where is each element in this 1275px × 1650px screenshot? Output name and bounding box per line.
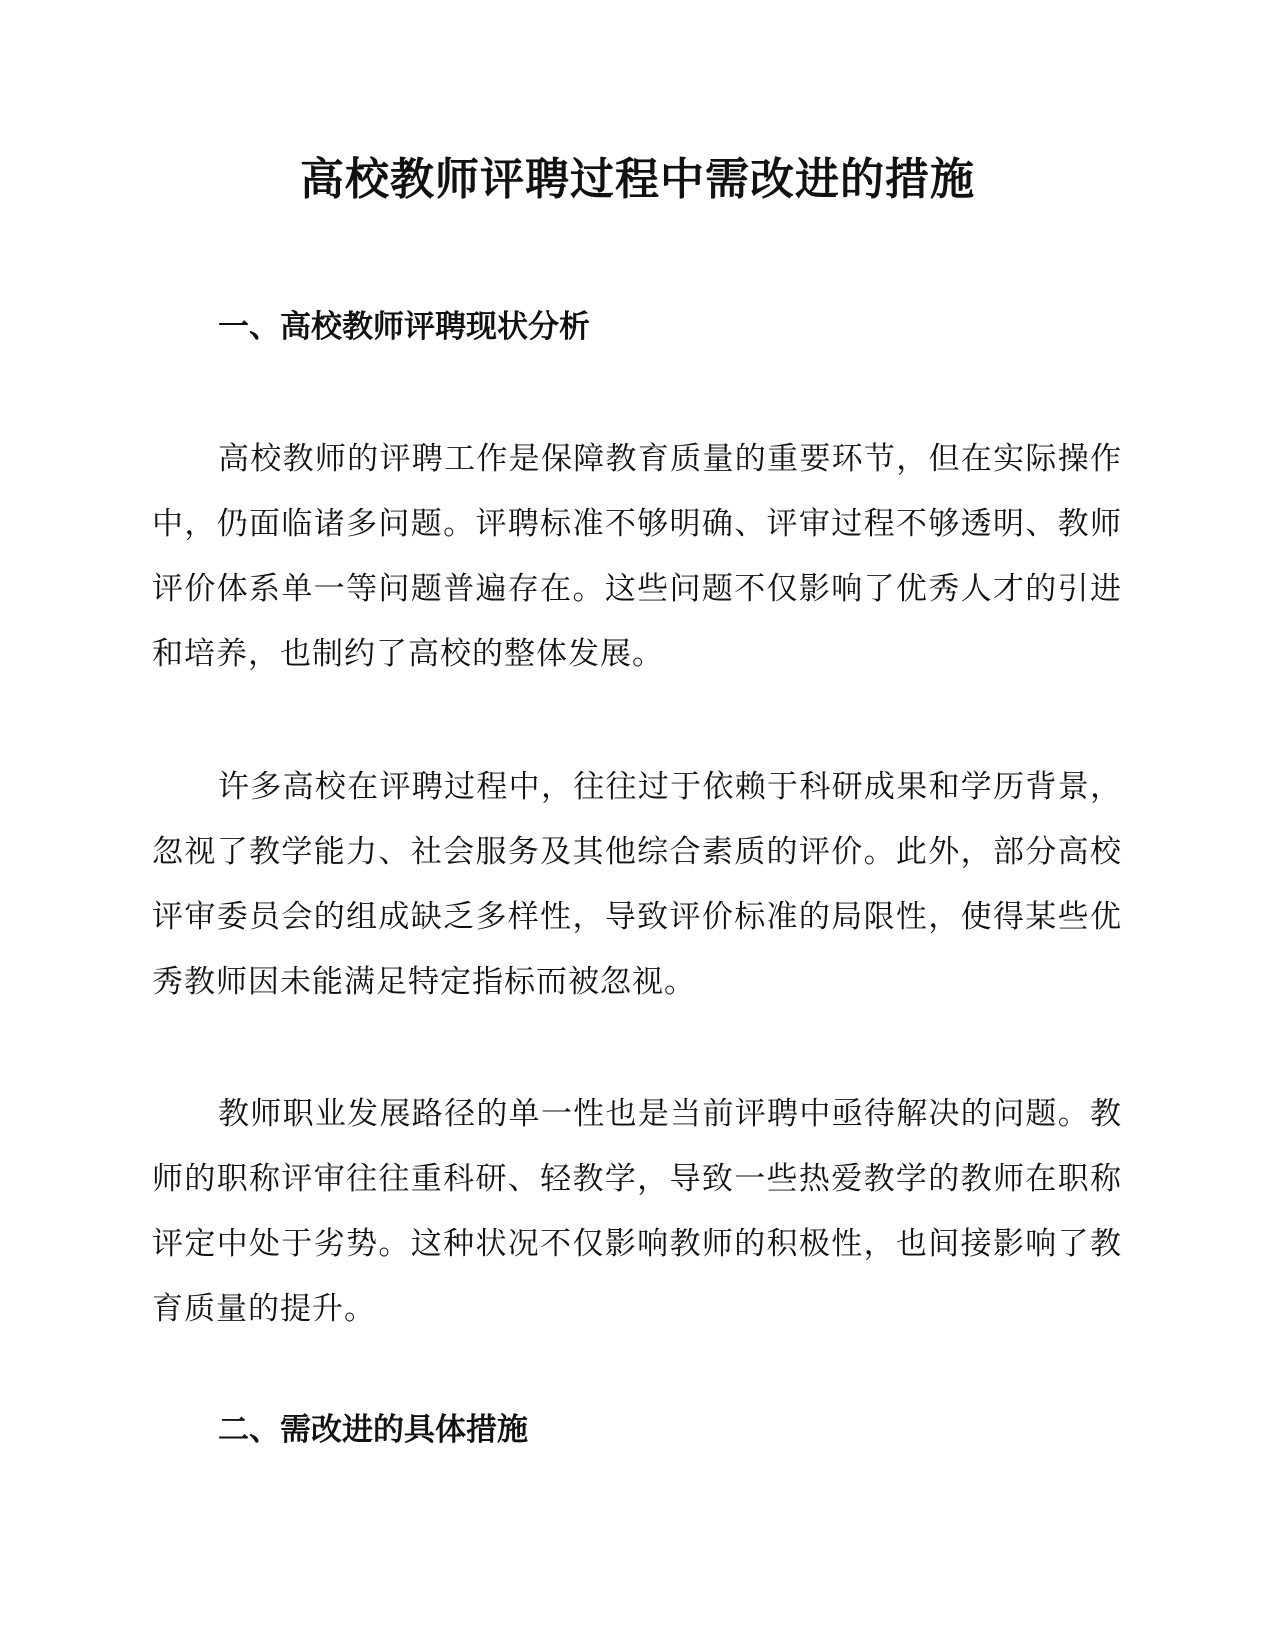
section-heading-2: 二、需改进的具体措施 — [218, 1412, 528, 1448]
paragraph-1: 高校教师的评聘工作是保障教育质量的重要环节，但在实际操作中，仍面临诸多问题。评聘标准不够明确、评审过程不够透明、教师评价体系单一等问题普遍存在。这些问题不仅影响了优秀人才的引进和培养，也制约了高校的整体发展。 — [152, 441, 1122, 672]
document-title: 高校教师评聘过程中需改进的措施 — [300, 154, 975, 205]
paragraph-2: 许多高校在评聘过程中，往往过于依赖于科研成果和学历背景，忽视了教学能力、社会服务及其他综合素质的评价。此外，部分高校评审委员会的组成缺乏多样性，导致评价标准的局限性，使得某些优秀教师因未能满足特定指标而被忽视。 — [152, 769, 1122, 1000]
section-heading-1: 一、高校教师评聘现状分析 — [218, 309, 590, 345]
paragraph-3: 教师职业发展路径的单一性也是当前评聘中亟待解决的问题。教师的职称评审往往重科研、轻教学，导致一些热爱教学的教师在职称评定中处于劣势。这种状况不仅影响教师的积极性，也间接影响了教育质量的提升。 — [152, 1096, 1122, 1327]
